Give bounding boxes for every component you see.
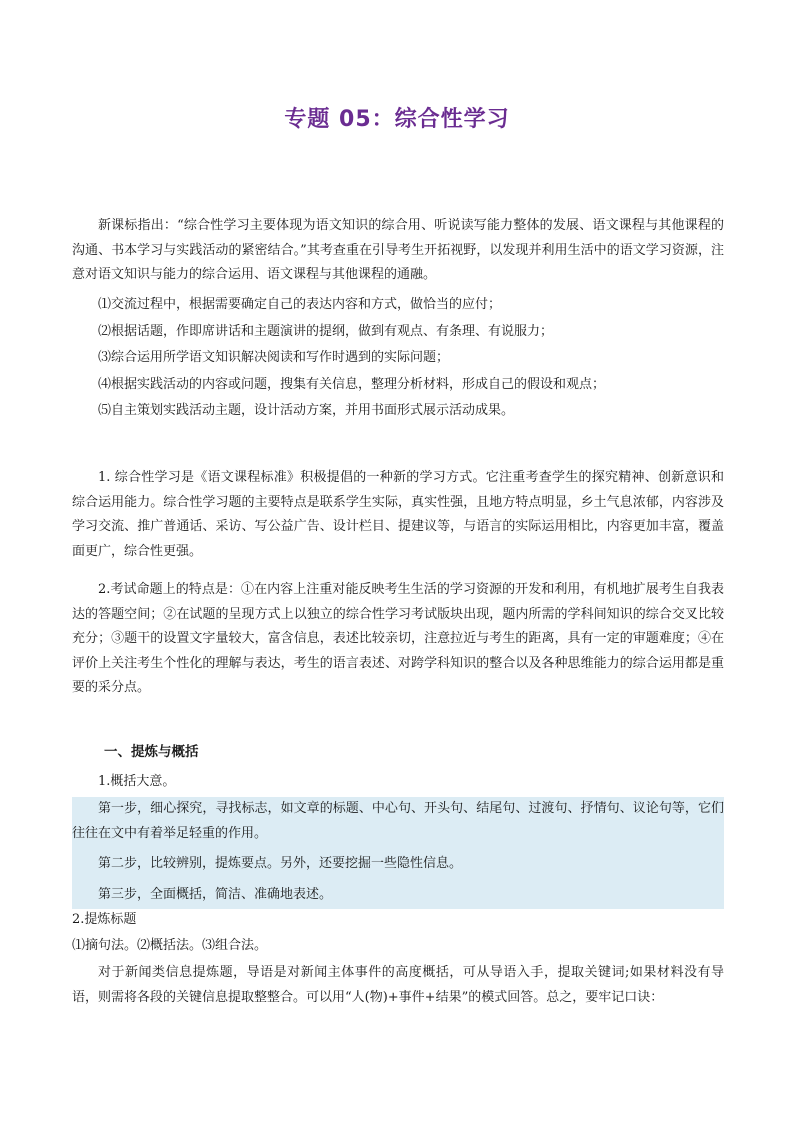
step-1-text: 第一步，细心探究，寻找标志，如文章的标题、中心句、开头句、结尾句、过渡句、抒情句、议论句等，它们往往在文中有着举足轻重的作用。 [72,801,724,841]
section-heading-text: 一、提炼与概括 [104,744,199,760]
steps-highlight-box [72,797,724,909]
subheading-title: 2.提炼标题 [72,912,137,927]
subheading-summary: 1.概括大意。 [98,774,176,789]
objective-item: ⑸自主策划实践活动主题，设计活动方案，并用书面形式展示活动成果。 [98,403,515,418]
methods-line: ⑴摘句法。⑵概括法。⑶组合法。 [72,938,268,953]
objective-item: ⑷根据实践活动的内容或问题，搜集有关信息，整理分析材料，形成自己的假设和观点； [98,376,606,392]
feature-paragraph-2: 2.考试命题上的特点是：①在内容上注重对能反映考生生活的学习资源的开发和利用，有机地扩展考生自我表达的答题空间；②在试题的呈现方式上以独立的综合性学习考试版块出现，题内所需的学科间知识的综合交叉比较充分；③题干的设置文字量较大，富含信息，表述比较亲切，注意拉近与考生的距离，具有一定的审题难度；④在评价上关注考生个性化的理解与表达，考生的语言表述、对跨学科知识的整合以及各种思维能力的综合运用都是重要的采分点。 [72,582,724,695]
news-paragraph: 对于新闻类信息提炼题，导语是对新闻主体事件的高度概括，可从导语入手，提取关键词;如果材料没有导语，则需将各段的关键信息提取整整合。可以用“人(物)+事件+结果”的模式回答。总之，要牢记口诀： [72,965,724,1005]
intro-paragraph: 新课标指出：“综合性学习主要体现为语文知识的综合用、听说读写能力整体的发展、语文课程与其他课程的沟通、书本学习与实践活动的紧密结合。”其考查重在引导考生开拓视野，以发现并利用生活中的语文学习资源，注意对语文知识与能力的综合运用、语文课程与其他课程的通融。 [72,218,724,282]
feature-paragraph-1: 1. 综合性学习是《语文课程标准》积极提倡的一种新的学习方式。它注重考查学生的探究精神、创新意识和综合运用能力。综合性学习题的主要特点是联系学生实际，真实性强，且地方特点明显，乡土气息浓郁，内容涉及学习交流、推广普通话、采访、写公益广告、设计栏目、提建议等，与语言的实际运用相比，内容更加丰富，覆盖面更广，综合性更强。 [72,470,724,559]
objectives-list [72,293,724,424]
objective-item: ⑶综合运用所学语文知识解决阅读和写作时遇到的实际问题； [98,350,450,365]
step-3-text: 第三步，全面概括，简洁、准确地表述。 [98,886,333,902]
section-heading [104,740,724,766]
step-2-text: 第二步，比较辨别，提炼要点。另外，还要挖掘一些隐性信息。 [98,856,463,871]
page-title: 专题 05：综合性学习 [284,107,510,132]
objective-item: ⑵根据话题，作即席讲话和主题演讲的提纲，做到有观点、有条理、有说服力； [98,323,554,339]
objective-item: ⑴交流过程中，根据需要确定自己的表达内容和方式，做恰当的应付； [98,297,502,312]
